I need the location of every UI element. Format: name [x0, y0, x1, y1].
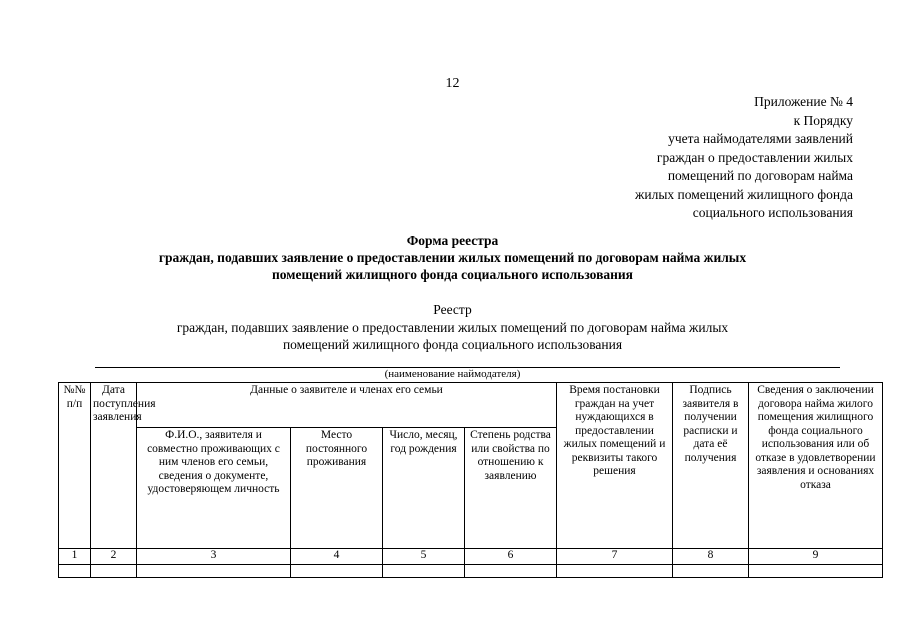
header-conclusion: Сведения о заключении договора найма жилого помещения жилищного фонда социального использования или об отказе в удовлетворении заявления и основаниях отказа	[749, 383, 883, 549]
header-date: Дата поступления заявления	[91, 383, 137, 549]
form-title	[0, 232, 905, 283]
appendix-line: Приложение № 4	[754, 94, 853, 109]
empty-cell	[383, 565, 465, 578]
header-number: №№ п/п	[59, 383, 91, 549]
column-number-cell: 8	[673, 549, 749, 565]
empty-cell	[673, 565, 749, 578]
landlord-caption: (наименование наймодателя)	[384, 368, 521, 380]
form-title-line2: граждан, подавших заявление о предоставлении жилых помещений по договорам найма жилых	[158, 250, 747, 265]
appendix-line: граждан о предоставлении жилых	[656, 149, 853, 165]
header-applicant-group: Данные о заявителе и членах его семьи	[137, 383, 557, 428]
header-signature: Подпись заявителя в получении расписки и дата её получения	[673, 383, 749, 549]
column-number-cell: 4	[291, 549, 383, 565]
registry-title-line2: граждан, подавших заявление о предоставлении жилых помещений по договорам найма жилых	[176, 319, 729, 335]
empty-cell	[59, 565, 91, 578]
appendix-line: к Порядку	[793, 112, 853, 128]
appendix-line: социального использования	[692, 205, 853, 220]
header-residence: Место постоянного проживания	[291, 428, 383, 549]
form-title-line3: помещений жилищного фонда социального использования	[272, 267, 633, 282]
appendix-line: помещений по договорам найма	[667, 168, 853, 183]
page-number: 12	[445, 76, 460, 91]
header-fio: Ф.И.О., заявителя и совместно проживающих с ним членов его семьи, сведения о документе, удостоверяющем личность	[137, 428, 291, 549]
header-registration-time: Время постановки граждан на учет нуждающихся в предоставлении жилых помещений и реквизиты такого решения	[557, 383, 673, 549]
registry-table	[58, 382, 883, 578]
appendix-line: учета наймодателями заявлений	[668, 131, 853, 146]
empty-cell	[91, 565, 137, 578]
registry-title-line1: Реестр	[433, 302, 472, 317]
column-number-cell: 6	[465, 549, 557, 565]
empty-cell	[291, 565, 383, 578]
column-number-cell: 1	[59, 549, 91, 565]
registry-title-line3: помещений жилищного фонда социального использования	[282, 337, 623, 352]
form-title-line1: Форма реестра	[406, 233, 499, 248]
header-birth-date: Число, месяц, год рождения	[383, 428, 465, 549]
column-number-cell: 2	[91, 549, 137, 565]
empty-cell	[749, 565, 883, 578]
empty-cell	[557, 565, 673, 578]
empty-cell	[465, 565, 557, 578]
header-relation: Степень родства или свойства по отношению к заявлению	[465, 428, 557, 549]
registry-title	[0, 301, 905, 354]
appendix-line: жилых помещений жилищного фонда	[635, 186, 853, 202]
appendix-reference	[635, 93, 853, 223]
column-number-cell: 5	[383, 549, 465, 565]
empty-cell	[137, 565, 291, 578]
column-number-cell: 9	[749, 549, 883, 565]
column-number-cell: 3	[137, 549, 291, 565]
column-number-cell: 7	[557, 549, 673, 565]
